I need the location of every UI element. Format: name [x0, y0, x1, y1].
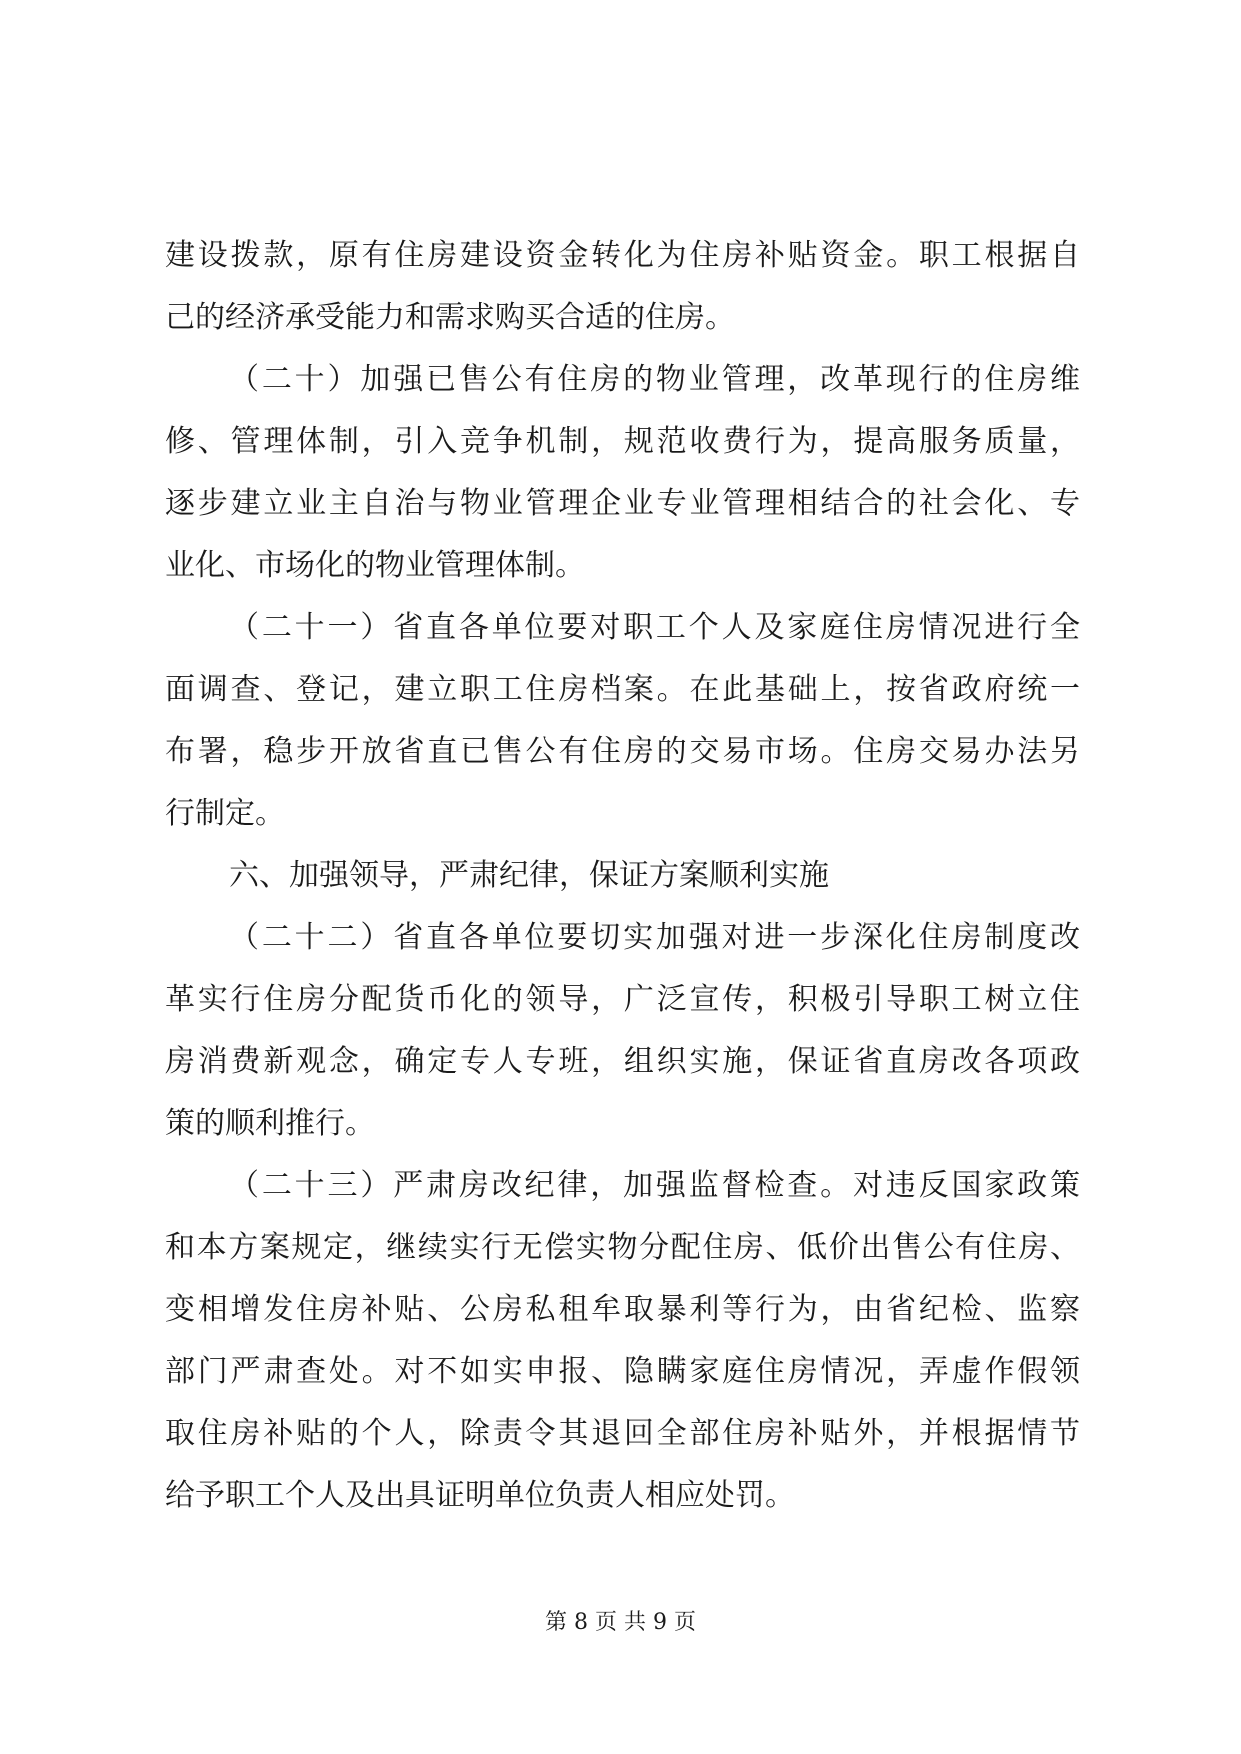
text-line: 布署，稳步开放省直已售公有住房的交易市场。住房交易办法另: [165, 734, 1080, 769]
text-line: （二十二）省直各单位要切实加强对进一步深化住房制度改: [229, 920, 1080, 955]
text-line: 逐步建立业主自治与物业管理企业专业管理相结合的社会化、专: [165, 486, 1080, 521]
text-line: 取住房补贴的个人，除责令其退回全部住房补贴外，并根据情节: [165, 1416, 1080, 1451]
text-line: 给予职工个人及出具证明单位负责人相应处罚。: [165, 1478, 795, 1513]
text-line: 业化、市场化的物业管理体制。: [165, 548, 585, 583]
text-line: 面调查、登记，建立职工住房档案。在此基础上，按省政府统一: [165, 672, 1080, 707]
text-line: （二十三）严肃房改纪律，加强监督检查。对违反国家政策: [229, 1168, 1080, 1203]
text-line: 革实行住房分配货币化的领导，广泛宣传，积极引导职工树立住: [165, 982, 1080, 1017]
text-line: 策的顺利推行。: [165, 1106, 375, 1141]
text-line: 修、管理体制，引入竞争机制，规范收费行为，提高服务质量，: [165, 424, 1080, 459]
text-line: （二十）加强已售公有住房的物业管理，改革现行的住房维: [229, 362, 1080, 397]
text-line: 己的经济承受能力和需求购买合适的住房。: [165, 300, 735, 335]
text-line: （二十一）省直各单位要对职工个人及家庭住房情况进行全: [229, 610, 1080, 645]
text-line: 部门严肃查处。对不如实申报、隐瞒家庭住房情况，弄虚作假领: [165, 1354, 1080, 1389]
text-line: 变相增发住房补贴、公房私租牟取暴利等行为，由省纪检、监察: [165, 1292, 1080, 1327]
text-line: 行制定。: [165, 796, 285, 831]
document-body: [165, 225, 1080, 1527]
text-line: 和本方案规定，继续实行无偿实物分配住房、低价出售公有住房、: [165, 1230, 1080, 1265]
section-heading: 六、加强领导，严肃纪律，保证方案顺利实施: [229, 858, 829, 893]
page-number-footer: 第 8 页 共 9 页: [545, 1610, 696, 1635]
text-line: 建设拨款，原有住房建设资金转化为住房补贴资金。职工根据自: [165, 238, 1080, 273]
text-line: 房消费新观念，确定专人专班，组织实施，保证省直房改各项政: [165, 1044, 1080, 1079]
